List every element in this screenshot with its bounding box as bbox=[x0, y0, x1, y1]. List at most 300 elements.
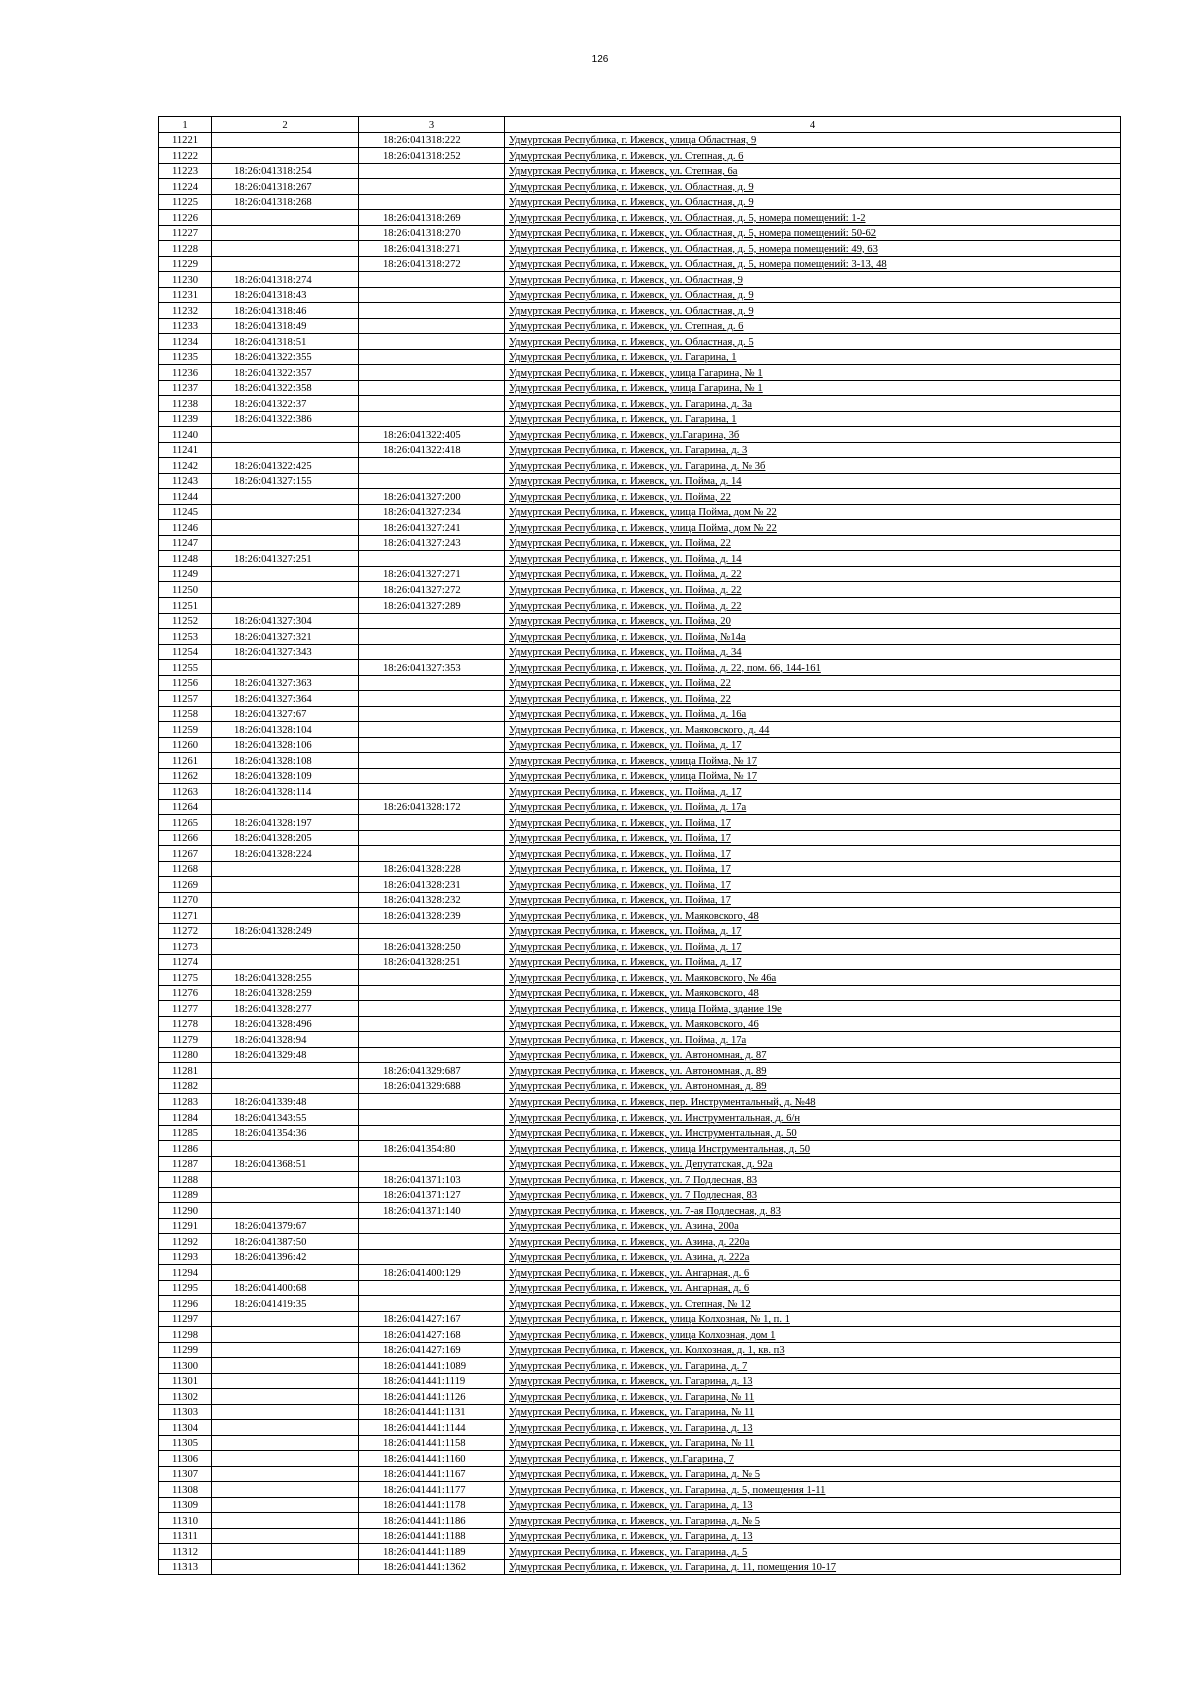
cadastral-number-building: 18:26:041318:270 bbox=[359, 225, 505, 241]
address: Удмуртская Республика, г. Ижевск, ул. Областная, д. 9 bbox=[505, 287, 1121, 303]
row-number: 11287 bbox=[159, 1156, 212, 1172]
row-number: 11282 bbox=[159, 1078, 212, 1094]
cadastral-number-land: 18:26:041318:49 bbox=[212, 318, 359, 334]
row-number: 11271 bbox=[159, 908, 212, 924]
table-row bbox=[159, 939, 1121, 955]
row-number: 11249 bbox=[159, 566, 212, 582]
cadastral-number-land bbox=[212, 256, 359, 272]
header-col-2: 2 bbox=[212, 117, 359, 133]
cadastral-number-land bbox=[212, 1559, 359, 1575]
address: Удмуртская Республика, г. Ижевск, улица Областная, 9 bbox=[505, 132, 1121, 148]
table-row bbox=[159, 753, 1121, 769]
address: Удмуртская Республика, г. Ижевск, ул. Пойма, д. 22 bbox=[505, 582, 1121, 598]
row-number: 11307 bbox=[159, 1466, 212, 1482]
address: Удмуртская Республика, г. Ижевск, ул. Пойма, д. 17а bbox=[505, 1032, 1121, 1048]
cadastral-number-land bbox=[212, 1342, 359, 1358]
cadastral-number-building bbox=[359, 318, 505, 334]
row-number: 11275 bbox=[159, 970, 212, 986]
table-row bbox=[159, 241, 1121, 257]
address: Удмуртская Республика, г. Ижевск, ул. Гагарина, д. 13 bbox=[505, 1373, 1121, 1389]
row-number: 11301 bbox=[159, 1373, 212, 1389]
table-row bbox=[159, 629, 1121, 645]
row-number: 11239 bbox=[159, 411, 212, 427]
row-number: 11297 bbox=[159, 1311, 212, 1327]
cadastral-number-building bbox=[359, 272, 505, 288]
address: Удмуртская Республика, г. Ижевск, ул.Гагарина, 3б bbox=[505, 427, 1121, 443]
cadastral-number-building: 18:26:041328:172 bbox=[359, 799, 505, 815]
cadastral-number-land bbox=[212, 1466, 359, 1482]
table-row bbox=[159, 722, 1121, 738]
address: Удмуртская Республика, г. Ижевск, ул. Автономная, д. 87 bbox=[505, 1047, 1121, 1063]
table-row bbox=[159, 1001, 1121, 1017]
row-number: 11227 bbox=[159, 225, 212, 241]
address: Удмуртская Республика, г. Ижевск, ул. Гагарина, д. 5, помещения 1-11 bbox=[505, 1482, 1121, 1498]
cadastral-number-building bbox=[359, 1125, 505, 1141]
table-row bbox=[159, 1032, 1121, 1048]
row-number: 11278 bbox=[159, 1016, 212, 1032]
address: Удмуртская Республика, г. Ижевск, ул. Пойма, 20 bbox=[505, 613, 1121, 629]
cadastral-number-building bbox=[359, 163, 505, 179]
cadastral-number-land: 18:26:041328:224 bbox=[212, 846, 359, 862]
cadastral-number-land: 18:26:041328:277 bbox=[212, 1001, 359, 1017]
cadastral-number-building: 18:26:041427:169 bbox=[359, 1342, 505, 1358]
cadastral-number-building: 18:26:041441:1188 bbox=[359, 1528, 505, 1544]
address: Удмуртская Республика, г. Ижевск, ул. Областная, д. 9 bbox=[505, 303, 1121, 319]
cadastral-number-building: 18:26:041318:269 bbox=[359, 210, 505, 226]
cadastral-number-building bbox=[359, 1001, 505, 1017]
table-row bbox=[159, 1342, 1121, 1358]
cadastral-number-building bbox=[359, 613, 505, 629]
row-number: 11273 bbox=[159, 939, 212, 955]
cadastral-number-land bbox=[212, 1203, 359, 1219]
row-number: 11235 bbox=[159, 349, 212, 365]
cadastral-number-building: 18:26:041328:231 bbox=[359, 877, 505, 893]
cadastral-number-land: 18:26:041327:364 bbox=[212, 691, 359, 707]
cadastral-number-building bbox=[359, 334, 505, 350]
cadastral-number-building bbox=[359, 985, 505, 1001]
cadastral-number-land bbox=[212, 582, 359, 598]
table-row bbox=[159, 799, 1121, 815]
cadastral-number-land bbox=[212, 1063, 359, 1079]
cadastral-number-land bbox=[212, 660, 359, 676]
address: Удмуртская Республика, г. Ижевск, ул. Пойма, д. 17 bbox=[505, 923, 1121, 939]
cadastral-number-land: 18:26:041318:268 bbox=[212, 194, 359, 210]
cadastral-number-land: 18:26:041328:94 bbox=[212, 1032, 359, 1048]
cadastral-number-building: 18:26:041441:1119 bbox=[359, 1373, 505, 1389]
row-number: 11313 bbox=[159, 1559, 212, 1575]
row-number: 11236 bbox=[159, 365, 212, 381]
cadastral-number-land: 18:26:041327:363 bbox=[212, 675, 359, 691]
row-number: 11284 bbox=[159, 1110, 212, 1126]
row-number: 11296 bbox=[159, 1296, 212, 1312]
cadastral-number-building bbox=[359, 194, 505, 210]
row-number: 11280 bbox=[159, 1047, 212, 1063]
cadastral-number-land: 18:26:041318:43 bbox=[212, 287, 359, 303]
address: Удмуртская Республика, г. Ижевск, ул. Областная, д. 5, номера помещений: 49, 63 bbox=[505, 241, 1121, 257]
address: Удмуртская Республика, г. Ижевск, ул. 7 Подлесная, 83 bbox=[505, 1187, 1121, 1203]
cadastral-number-building bbox=[359, 753, 505, 769]
address: Удмуртская Республика, г. Ижевск, ул. Пойма, 17 bbox=[505, 815, 1121, 831]
cadastral-number-building bbox=[359, 1249, 505, 1265]
row-number: 11269 bbox=[159, 877, 212, 893]
cadastral-number-building bbox=[359, 675, 505, 691]
table-row bbox=[159, 1389, 1121, 1405]
address: Удмуртская Республика, г. Ижевск, улица Пойма, дом № 22 bbox=[505, 504, 1121, 520]
table-row bbox=[159, 613, 1121, 629]
cadastral-number-building: 18:26:041354:80 bbox=[359, 1141, 505, 1157]
address: Удмуртская Республика, г. Ижевск, улица Инструментальная, д. 50 bbox=[505, 1141, 1121, 1157]
address: Удмуртская Республика, г. Ижевск, ул. Гагарина, д. 13 bbox=[505, 1528, 1121, 1544]
row-number: 11232 bbox=[159, 303, 212, 319]
address: Удмуртская Республика, г. Ижевск, ул. Гагарина, д. 3а bbox=[505, 396, 1121, 412]
cadastral-number-building: 18:26:041441:1178 bbox=[359, 1497, 505, 1513]
address: Удмуртская Республика, г. Ижевск, ул. Пойма, д. 22 bbox=[505, 597, 1121, 613]
address: Удмуртская Республика, г. Ижевск, улица Гагарина, № 1 bbox=[505, 365, 1121, 381]
address: Удмуртская Республика, г. Ижевск, ул. Пойма, д. 17а bbox=[505, 799, 1121, 815]
address: Удмуртская Республика, г. Ижевск, ул. 7 Подлесная, 83 bbox=[505, 1172, 1121, 1188]
address: Удмуртская Республика, г. Ижевск, ул. Гагарина, № 11 bbox=[505, 1404, 1121, 1420]
row-number: 11300 bbox=[159, 1358, 212, 1374]
table-row bbox=[159, 1482, 1121, 1498]
row-number: 11251 bbox=[159, 597, 212, 613]
address: Удмуртская Республика, г. Ижевск, ул. Степная, 6а bbox=[505, 163, 1121, 179]
row-number: 11260 bbox=[159, 737, 212, 753]
cadastral-number-building: 18:26:041427:167 bbox=[359, 1311, 505, 1327]
address: Удмуртская Республика, г. Ижевск, ул. Областная, д. 5, номера помещений: 50-62 bbox=[505, 225, 1121, 241]
row-number: 11299 bbox=[159, 1342, 212, 1358]
address: Удмуртская Республика, г. Ижевск, ул. Маяковского, 48 bbox=[505, 908, 1121, 924]
cadastral-number-land bbox=[212, 489, 359, 505]
row-number: 11243 bbox=[159, 473, 212, 489]
cadastral-number-land bbox=[212, 1327, 359, 1343]
cadastral-number-land bbox=[212, 1435, 359, 1451]
cadastral-number-building: 18:26:041318:271 bbox=[359, 241, 505, 257]
cadastral-number-land bbox=[212, 861, 359, 877]
cadastral-number-land: 18:26:041327:321 bbox=[212, 629, 359, 645]
cadastral-number-building bbox=[359, 287, 505, 303]
row-number: 11222 bbox=[159, 148, 212, 164]
cadastral-number-land: 18:26:041327:155 bbox=[212, 473, 359, 489]
address: Удмуртская Республика, г. Ижевск, ул.Гагарина, 7 bbox=[505, 1451, 1121, 1467]
cadastral-number-land bbox=[212, 241, 359, 257]
cadastral-number-land: 18:26:041328:104 bbox=[212, 722, 359, 738]
cadastral-number-land: 18:26:041379:67 bbox=[212, 1218, 359, 1234]
row-number: 11311 bbox=[159, 1528, 212, 1544]
address: Удмуртская Республика, г. Ижевск, ул. Гагарина, д. № 5 bbox=[505, 1466, 1121, 1482]
row-number: 11265 bbox=[159, 815, 212, 831]
table-body bbox=[159, 132, 1121, 1575]
cadastral-number-building: 18:26:041441:1167 bbox=[359, 1466, 505, 1482]
table-row bbox=[159, 1125, 1121, 1141]
cadastral-number-building: 18:26:041327:271 bbox=[359, 566, 505, 582]
cadastral-number-land bbox=[212, 1389, 359, 1405]
cadastral-number-land bbox=[212, 954, 359, 970]
row-number: 11290 bbox=[159, 1203, 212, 1219]
address: Удмуртская Республика, г. Ижевск, улица Пойма, № 17 bbox=[505, 768, 1121, 784]
cadastral-number-land: 18:26:041328:249 bbox=[212, 923, 359, 939]
address: Удмуртская Республика, г. Ижевск, ул. Пойма, д. 17 bbox=[505, 784, 1121, 800]
address: Удмуртская Республика, г. Ижевск, улица Колхозная, дом 1 bbox=[505, 1327, 1121, 1343]
table-row bbox=[159, 830, 1121, 846]
table-row bbox=[159, 365, 1121, 381]
header-col-1: 1 bbox=[159, 117, 212, 133]
cadastral-number-land: 18:26:041328:496 bbox=[212, 1016, 359, 1032]
table-row bbox=[159, 256, 1121, 272]
address: Удмуртская Республика, г. Ижевск, ул. Пойма, д. 22, пом. 66, 144-161 bbox=[505, 660, 1121, 676]
table-row bbox=[159, 923, 1121, 939]
address: Удмуртская Республика, г. Ижевск, пер. Инструментальный, д. №48 bbox=[505, 1094, 1121, 1110]
cadastral-number-land bbox=[212, 1078, 359, 1094]
cadastral-number-land: 18:26:041318:267 bbox=[212, 179, 359, 195]
address: Удмуртская Республика, г. Ижевск, улица Колхозная, № 1, п. 1 bbox=[505, 1311, 1121, 1327]
cadastral-number-building bbox=[359, 644, 505, 660]
cadastral-number-building bbox=[359, 411, 505, 427]
table-row bbox=[159, 411, 1121, 427]
cadastral-number-land bbox=[212, 1420, 359, 1436]
row-number: 11309 bbox=[159, 1497, 212, 1513]
row-number: 11295 bbox=[159, 1280, 212, 1296]
row-number: 11304 bbox=[159, 1420, 212, 1436]
address: Удмуртская Республика, г. Ижевск, ул. Пойма, д. 22 bbox=[505, 566, 1121, 582]
address: Удмуртская Республика, г. Ижевск, ул. Областная, д. 9 bbox=[505, 179, 1121, 195]
cadastral-number-land bbox=[212, 1373, 359, 1389]
table-row bbox=[159, 737, 1121, 753]
row-number: 11229 bbox=[159, 256, 212, 272]
cadastral-number-building bbox=[359, 784, 505, 800]
cadastral-number-building: 18:26:041327:200 bbox=[359, 489, 505, 505]
table-row bbox=[159, 954, 1121, 970]
cadastral-number-building: 18:26:041400:129 bbox=[359, 1265, 505, 1281]
address: Удмуртская Республика, г. Ижевск, ул. Пойма, д. 34 bbox=[505, 644, 1121, 660]
address: Удмуртская Республика, г. Ижевск, ул. Пойма, д. 14 bbox=[505, 473, 1121, 489]
cadastral-number-building bbox=[359, 1234, 505, 1250]
row-number: 11242 bbox=[159, 458, 212, 474]
cadastral-number-land: 18:26:041322:37 bbox=[212, 396, 359, 412]
cadastral-number-land bbox=[212, 1451, 359, 1467]
cadastral-number-building: 18:26:041371:140 bbox=[359, 1203, 505, 1219]
row-number: 11285 bbox=[159, 1125, 212, 1141]
cadastral-number-land bbox=[212, 1404, 359, 1420]
row-number: 11302 bbox=[159, 1389, 212, 1405]
row-number: 11293 bbox=[159, 1249, 212, 1265]
table-row bbox=[159, 1497, 1121, 1513]
cadastral-number-building: 18:26:041327:289 bbox=[359, 597, 505, 613]
cadastral-number-building bbox=[359, 970, 505, 986]
cadastral-number-building: 18:26:041328:228 bbox=[359, 861, 505, 877]
cadastral-number-land: 18:26:041318:274 bbox=[212, 272, 359, 288]
row-number: 11226 bbox=[159, 210, 212, 226]
address: Удмуртская Республика, г. Ижевск, ул. Гагарина, № 11 bbox=[505, 1435, 1121, 1451]
table-row bbox=[159, 163, 1121, 179]
table-row bbox=[159, 985, 1121, 1001]
address: Удмуртская Республика, г. Ижевск, ул. Пойма, №14а bbox=[505, 629, 1121, 645]
table-header-row bbox=[159, 117, 1121, 133]
row-number: 11283 bbox=[159, 1094, 212, 1110]
row-number: 11221 bbox=[159, 132, 212, 148]
cadastral-number-building bbox=[359, 458, 505, 474]
cadastral-number-building: 18:26:041328:239 bbox=[359, 908, 505, 924]
table-row bbox=[159, 706, 1121, 722]
address: Удмуртская Республика, г. Ижевск, ул. Гагарина, д. 13 bbox=[505, 1420, 1121, 1436]
cadastral-number-land: 18:26:041327:304 bbox=[212, 613, 359, 629]
address: Удмуртская Республика, г. Ижевск, ул. Азина, д. 220а bbox=[505, 1234, 1121, 1250]
cadastral-number-land bbox=[212, 442, 359, 458]
cadastral-number-building: 18:26:041318:222 bbox=[359, 132, 505, 148]
cadastral-number-land bbox=[212, 427, 359, 443]
address: Удмуртская Республика, г. Ижевск, ул. Гагарина, д. 7 bbox=[505, 1358, 1121, 1374]
cadastral-number-land bbox=[212, 1482, 359, 1498]
row-number: 11262 bbox=[159, 768, 212, 784]
cadastral-number-land bbox=[212, 535, 359, 551]
address: Удмуртская Республика, г. Ижевск, ул. Областная, д. 5 bbox=[505, 334, 1121, 350]
address: Удмуртская Республика, г. Ижевск, ул. Колхозная, д. 1, кв. п3 bbox=[505, 1342, 1121, 1358]
cadastral-number-land bbox=[212, 504, 359, 520]
address: Удмуртская Республика, г. Ижевск, ул. Пойма, 17 bbox=[505, 846, 1121, 862]
address: Удмуртская Республика, г. Ижевск, ул. Маяковского, № 46а bbox=[505, 970, 1121, 986]
cadastral-number-land bbox=[212, 892, 359, 908]
row-number: 11240 bbox=[159, 427, 212, 443]
table-row bbox=[159, 1063, 1121, 1079]
table-row bbox=[159, 1016, 1121, 1032]
table-row bbox=[159, 1451, 1121, 1467]
cadastral-number-building bbox=[359, 551, 505, 567]
table-row bbox=[159, 768, 1121, 784]
cadastral-number-land: 18:26:041387:50 bbox=[212, 1234, 359, 1250]
table-row bbox=[159, 566, 1121, 582]
table-row bbox=[159, 179, 1121, 195]
address: Удмуртская Республика, г. Ижевск, ул. Пойма, д. 16а bbox=[505, 706, 1121, 722]
row-number: 11292 bbox=[159, 1234, 212, 1250]
cadastral-number-building: 18:26:041328:232 bbox=[359, 892, 505, 908]
cadastral-number-building: 18:26:041327:241 bbox=[359, 520, 505, 536]
table-row bbox=[159, 1141, 1121, 1157]
address: Удмуртская Республика, г. Ижевск, ул. Ангарная, д. 6 bbox=[505, 1280, 1121, 1296]
address: Удмуртская Республика, г. Ижевск, ул. Ангарная, д. 6 bbox=[505, 1265, 1121, 1281]
cadastral-number-land: 18:26:041328:106 bbox=[212, 737, 359, 753]
table-row bbox=[159, 877, 1121, 893]
row-number: 11264 bbox=[159, 799, 212, 815]
cadastral-number-land: 18:26:041400:68 bbox=[212, 1280, 359, 1296]
row-number: 11261 bbox=[159, 753, 212, 769]
cadastral-number-building: 18:26:041427:168 bbox=[359, 1327, 505, 1343]
cadastral-number-land bbox=[212, 939, 359, 955]
cadastral-number-land bbox=[212, 1358, 359, 1374]
table-row bbox=[159, 396, 1121, 412]
cadastral-number-land: 18:26:041322:358 bbox=[212, 380, 359, 396]
row-number: 11256 bbox=[159, 675, 212, 691]
table-row bbox=[159, 1311, 1121, 1327]
row-number: 11223 bbox=[159, 163, 212, 179]
cadastral-number-land: 18:26:041327:343 bbox=[212, 644, 359, 660]
row-number: 11234 bbox=[159, 334, 212, 350]
table-row bbox=[159, 861, 1121, 877]
cadastral-number-land: 18:26:041322:425 bbox=[212, 458, 359, 474]
cadastral-number-building bbox=[359, 1016, 505, 1032]
address: Удмуртская Республика, г. Ижевск, ул. Депутатская, д. 92а bbox=[505, 1156, 1121, 1172]
cadastral-number-land: 18:26:041354:36 bbox=[212, 1125, 359, 1141]
row-number: 11252 bbox=[159, 613, 212, 629]
cadastral-number-building bbox=[359, 815, 505, 831]
row-number: 11286 bbox=[159, 1141, 212, 1157]
register-table bbox=[158, 116, 1121, 1575]
row-number: 11274 bbox=[159, 954, 212, 970]
cadastral-number-building: 18:26:041318:252 bbox=[359, 148, 505, 164]
row-number: 11266 bbox=[159, 830, 212, 846]
table-row bbox=[159, 132, 1121, 148]
table-row bbox=[159, 1187, 1121, 1203]
row-number: 11224 bbox=[159, 179, 212, 195]
cadastral-number-building bbox=[359, 722, 505, 738]
address: Удмуртская Республика, г. Ижевск, ул. Пойма, 22 bbox=[505, 675, 1121, 691]
table-row bbox=[159, 535, 1121, 551]
table-row bbox=[159, 1094, 1121, 1110]
address: Удмуртская Республика, г. Ижевск, улица Пойма, здание 19е bbox=[505, 1001, 1121, 1017]
address: Удмуртская Республика, г. Ижевск, ул. Гагарина, 1 bbox=[505, 349, 1121, 365]
address: Удмуртская Республика, г. Ижевск, ул. Автономная, д. 89 bbox=[505, 1063, 1121, 1079]
cadastral-number-building bbox=[359, 365, 505, 381]
row-number: 11306 bbox=[159, 1451, 212, 1467]
address: Удмуртская Республика, г. Ижевск, ул. Маяковского, 48 bbox=[505, 985, 1121, 1001]
row-number: 11245 bbox=[159, 504, 212, 520]
table-row bbox=[159, 1280, 1121, 1296]
address: Удмуртская Республика, г. Ижевск, ул. Областная, д. 5, номера помещений: 1-2 bbox=[505, 210, 1121, 226]
table-row bbox=[159, 1420, 1121, 1436]
address: Удмуртская Республика, г. Ижевск, ул. Гагарина, д. 5 bbox=[505, 1544, 1121, 1560]
table-row bbox=[159, 380, 1121, 396]
row-number: 11237 bbox=[159, 380, 212, 396]
cadastral-number-land bbox=[212, 566, 359, 582]
cadastral-number-land bbox=[212, 1311, 359, 1327]
address: Удмуртская Республика, г. Ижевск, ул. Гагарина, д. 11, помещения 10-17 bbox=[505, 1559, 1121, 1575]
cadastral-number-building: 18:26:041327:353 bbox=[359, 660, 505, 676]
cadastral-number-building: 18:26:041441:1177 bbox=[359, 1482, 505, 1498]
cadastral-number-land bbox=[212, 1265, 359, 1281]
cadastral-number-building: 18:26:041327:272 bbox=[359, 582, 505, 598]
table-row bbox=[159, 1373, 1121, 1389]
cadastral-number-building: 18:26:041327:243 bbox=[359, 535, 505, 551]
cadastral-number-land bbox=[212, 1187, 359, 1203]
row-number: 11255 bbox=[159, 660, 212, 676]
row-number: 11288 bbox=[159, 1172, 212, 1188]
address: Удмуртская Республика, г. Ижевск, ул. Маяковского, д. 44 bbox=[505, 722, 1121, 738]
table-row bbox=[159, 1172, 1121, 1188]
cadastral-number-building: 18:26:041441:1189 bbox=[359, 1544, 505, 1560]
table-row bbox=[159, 458, 1121, 474]
page-number: 126 bbox=[591, 54, 609, 65]
address: Удмуртская Республика, г. Ижевск, ул. Автономная, д. 89 bbox=[505, 1078, 1121, 1094]
address: Удмуртская Республика, г. Ижевск, ул. Степная, д. 6 bbox=[505, 148, 1121, 164]
table-row bbox=[159, 597, 1121, 613]
row-number: 11270 bbox=[159, 892, 212, 908]
cadastral-number-land bbox=[212, 877, 359, 893]
cadastral-number-land bbox=[212, 210, 359, 226]
address: Удмуртская Республика, г. Ижевск, ул. Азина, д. 222а bbox=[505, 1249, 1121, 1265]
table-row bbox=[159, 1327, 1121, 1343]
address: Удмуртская Республика, г. Ижевск, ул. Пойма, 17 bbox=[505, 861, 1121, 877]
cadastral-number-land bbox=[212, 225, 359, 241]
cadastral-number-land: 18:26:041329:48 bbox=[212, 1047, 359, 1063]
row-number: 11238 bbox=[159, 396, 212, 412]
table-row bbox=[159, 1249, 1121, 1265]
table-row bbox=[159, 846, 1121, 862]
row-number: 11241 bbox=[159, 442, 212, 458]
cadastral-number-building: 18:26:041322:405 bbox=[359, 427, 505, 443]
table-row bbox=[159, 148, 1121, 164]
row-number: 11277 bbox=[159, 1001, 212, 1017]
address: Удмуртская Республика, г. Ижевск, ул. Областная, д. 5, номера помещений: 3-13, 48 bbox=[505, 256, 1121, 272]
cadastral-number-land: 18:26:041328:255 bbox=[212, 970, 359, 986]
cadastral-number-building: 18:26:041329:688 bbox=[359, 1078, 505, 1094]
